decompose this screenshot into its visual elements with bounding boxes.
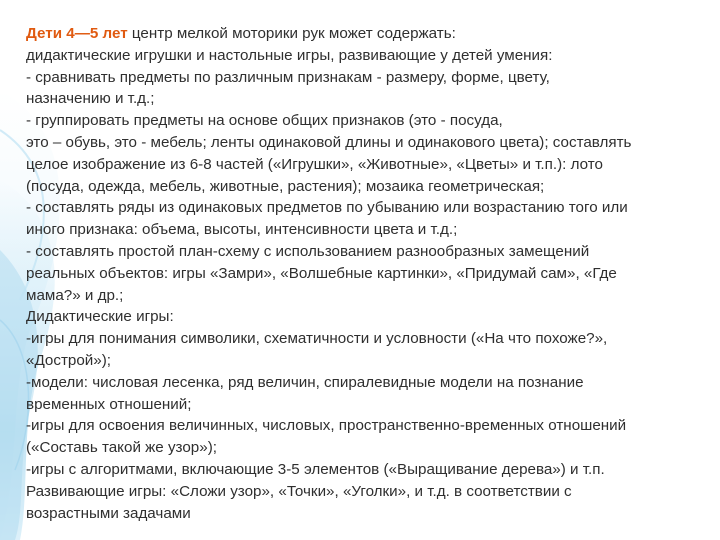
text-line: это – обувь, это - мебель; ленты одинаковой длины и одинакового цвета); составлять: [26, 133, 632, 151]
text-line: -игры для понимания символики, схематичности и условности («На что похоже?»,: [26, 330, 608, 348]
text-line: («Составь такой же узор»);: [26, 439, 217, 457]
text-line: «Дострой»);: [26, 351, 111, 369]
text-line: -игры для освоения величинных, числовых, пространственно-временных отношений: [26, 417, 627, 435]
text-line: мама?» и др.;: [26, 286, 124, 304]
text-line: назначению и т.д.;: [26, 90, 155, 108]
text-line: - группировать предметы на основе общих признаков (это - посуда,: [26, 112, 503, 130]
text-line-1: [26, 23, 696, 45]
content-text: [26, 23, 696, 524]
text-line: - сравнивать предметы по различным признакам - размеру, форме, цвету,: [26, 68, 550, 86]
age-group-label: Дети 4—5 лет: [26, 25, 128, 42]
text-line: целое изображение из 6-8 частей («Игрушки», «Животные», «Цветы» и т.п.): лото: [26, 155, 603, 173]
text-line: временных отношений;: [26, 395, 192, 413]
text-line: -игры с алгоритмами, включающие 3-5 элементов («Выращивание дерева») и т.п.: [26, 460, 605, 478]
text-line: Развивающие игры: «Сложи узор», «Точки», «Уголки», и т.д. в соответствии с: [26, 482, 572, 500]
text-line: дидактические игрушки и настольные игры, развивающие у детей умения:: [26, 46, 553, 64]
text-line: реальных объектов: игры «Замри», «Волшебные картинки», «Придумай сам», «Где: [26, 264, 617, 282]
line-text: центр мелкой моторики рук может содержать:: [127, 25, 456, 42]
text-line: - составлять простой план-схему с использованием разнообразных замещений: [26, 242, 590, 260]
text-line: возрастными задачами: [26, 504, 191, 522]
text-line: -модели: числовая лесенка, ряд величин, спиралевидные модели на познание: [26, 373, 584, 391]
text-line: Дидактические игры:: [26, 308, 174, 326]
text-line: (посуда, одежда, мебель, животные, растения); мозаика геометрическая;: [26, 177, 545, 195]
text-line: - составлять ряды из одинаковых предметов по убыванию или возрастанию того или: [26, 199, 628, 217]
text-line: иного признака: объема, высоты, интенсивности цвета и т.д.;: [26, 221, 458, 239]
